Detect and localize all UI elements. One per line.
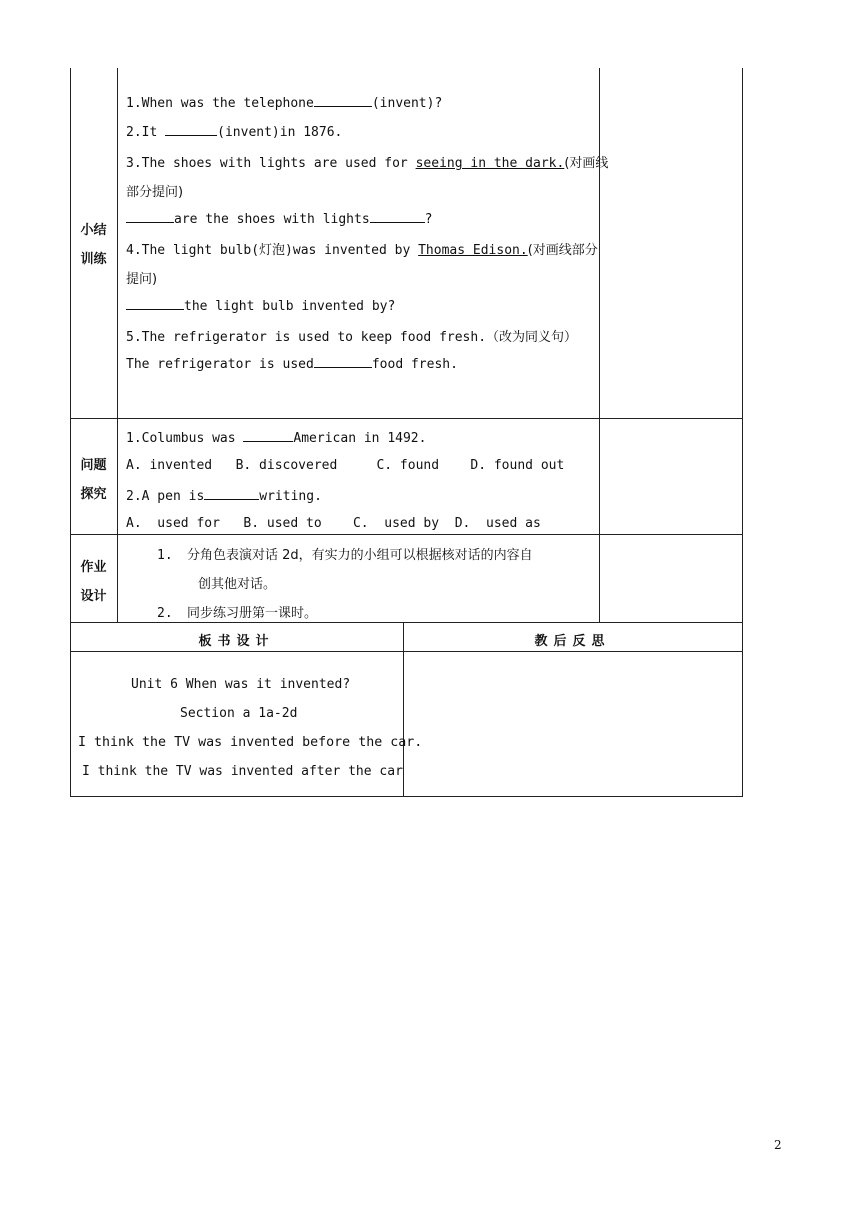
table-rule-1 (70, 418, 743, 419)
explore-question-1-options: A. invented B. discovered C. found D. found out (126, 458, 565, 473)
table-rule-3 (70, 622, 743, 623)
section-label-homework (70, 553, 117, 611)
summary-question-3-answer (126, 210, 433, 227)
explore-q1-text-end: American in 1492. (293, 431, 427, 446)
answer-blank[interactable] (126, 297, 184, 310)
section-label-homework-line2: 设计 (80, 589, 107, 604)
answer-blank[interactable] (314, 355, 372, 368)
summary-q4-underlined: Thomas Edison. (418, 243, 528, 258)
homework-item-1 (157, 544, 533, 563)
summary-q3-answer-text: are the shoes with lights (174, 212, 370, 227)
table-border-left (70, 68, 71, 797)
summary-q2-text-end: (invent)in 1876. (217, 125, 343, 140)
explore-q1-text: 1.Columbus was (126, 431, 244, 446)
answer-blank[interactable] (204, 487, 259, 500)
summary-q4-instruction: (对画线部分 (527, 243, 598, 258)
summary-q1-text-end: (invent)? (371, 96, 443, 111)
table-rule-2 (70, 534, 743, 535)
answer-blank[interactable] (314, 94, 372, 107)
answer-blank[interactable] (165, 123, 217, 136)
summary-q5-answer-text: The refrigerator is used (126, 357, 314, 372)
table-border-label-col (117, 68, 118, 622)
summary-q2-text: 2.It (126, 125, 166, 140)
answer-blank[interactable] (243, 429, 293, 442)
summary-question-4 (126, 239, 598, 258)
section-label-summary-line1: 小结 (80, 223, 107, 238)
answer-blank[interactable] (126, 210, 174, 223)
summary-question-3 (126, 152, 608, 171)
summary-question-3-cont: 部分提问) (126, 185, 184, 200)
page-number: 2 (774, 1138, 782, 1152)
homework-item-1-text: 分角色表演对话 2d，有实力的小组可以根据核对话的内容自 (187, 548, 533, 563)
summary-q4-text: 4.The light bulb(灯泡)was invented by (126, 243, 419, 258)
summary-question-5: 5.The refrigerator is used to keep food fresh.（改为同义句） (126, 330, 578, 345)
homework-item-1-cont: 创其他对话。 (198, 577, 277, 592)
board-line-1: Unit 6 When was it invented? (131, 677, 351, 692)
summary-q5-answer-end: food fresh. (371, 357, 458, 372)
explore-q2-text-end: writing. (259, 489, 322, 504)
summary-q4-answer-text: the light bulb invented by? (184, 299, 396, 314)
board-line-3: I think the TV was invented before the car. (78, 735, 423, 750)
section-label-explore-line2: 探究 (80, 487, 107, 502)
section-label-homework-line1: 作业 (80, 560, 107, 575)
board-line-2: Section a 1a-2d (180, 706, 298, 721)
explore-question-1 (126, 429, 426, 446)
summary-question-4-answer (126, 297, 395, 314)
table-rule-4 (70, 651, 743, 652)
explore-q2-text: 2.A pen is (126, 489, 205, 504)
summary-question-5-answer (126, 355, 458, 372)
homework-item-2 (157, 602, 317, 621)
answer-blank[interactable] (370, 210, 425, 223)
board-design-header: 板书设计 (198, 634, 275, 649)
table-border-right (742, 68, 743, 797)
summary-q3-instruction: (对画线 (564, 156, 609, 171)
reflection-header: 教后反思 (534, 634, 611, 649)
summary-q3-answer-end: ? (424, 212, 433, 227)
section-label-summary (70, 216, 117, 274)
summary-question-2 (126, 123, 342, 140)
summary-q1-text: 1.When was the telephone (126, 96, 314, 111)
homework-item-1-number: 1. (157, 548, 173, 563)
homework-item-2-number: 2. (157, 606, 173, 621)
summary-q3-text: 3.The shoes with lights are used for (126, 156, 416, 171)
section-label-explore-line1: 问题 (80, 458, 107, 473)
board-line-4: I think the TV was invented after the car (82, 764, 403, 779)
explore-question-2-options: A. used for B. used to C. used by D. used as (126, 516, 541, 531)
section-label-summary-line2: 训练 (80, 252, 107, 267)
homework-item-2-text: 同步练习册第一课时。 (187, 606, 318, 621)
table-rule-bottom (70, 796, 743, 797)
summary-q3-underlined: seeing in the dark. (415, 156, 565, 171)
explore-question-2 (126, 487, 322, 504)
section-label-explore (70, 451, 117, 509)
summary-question-4-cont: 提问) (126, 272, 158, 287)
summary-question-1 (126, 94, 442, 111)
